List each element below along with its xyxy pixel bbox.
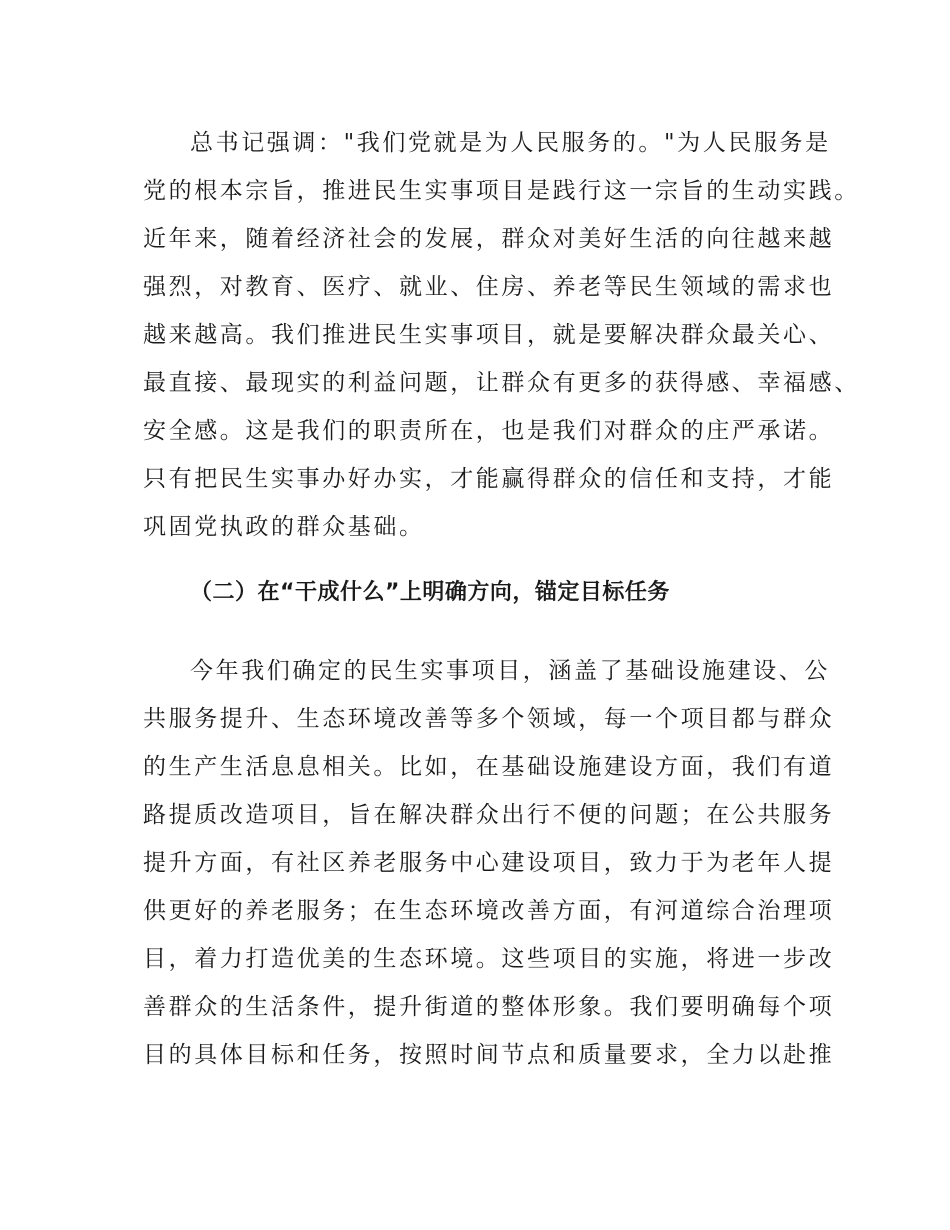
- paragraph-line: 越来越高。我们推进民生实事项目，就是要解决群众最关心、: [143, 322, 835, 348]
- paragraph-line: 目的具体目标和任务，按照时间节点和质量要求，全力以赴推: [143, 1042, 835, 1068]
- paragraph-line: 提升方面，有社区养老服务中心建设项目，致力于为老年人提: [143, 850, 835, 876]
- paragraph-line: 今年我们确定的民生实事项目，涵盖了基础设施建设、公: [190, 658, 830, 684]
- section-heading: （二）在“干成什么”上明确方向，锚定目标任务: [190, 580, 670, 605]
- paragraph-line: 善群众的生活条件，提升街道的整体形象。我们要明确每个项: [143, 994, 835, 1020]
- paragraph-line: 最直接、最现实的利益问题，让群众有更多的获得感、幸福感、: [143, 370, 860, 396]
- paragraph-line: 党的根本宗旨，推进民生实事项目是践行这一宗旨的生动实践。: [143, 178, 860, 204]
- paragraph-line: 安全感。这是我们的职责所在，也是我们对群众的庄严承诺。: [143, 418, 835, 444]
- paragraph-line: 总书记强调："我们党就是为人民服务的。"为人民服务是: [190, 130, 831, 156]
- paragraph-line: 只有把民生实事办好办实，才能赢得群众的信任和支持，才能: [143, 466, 835, 492]
- paragraph-line: 共服务提升、生态环境改善等多个领域，每一个项目都与群众: [143, 706, 835, 732]
- paragraph-line: 强烈，对教育、医疗、就业、住房、养老等民生领域的需求也: [143, 274, 835, 300]
- paragraph-line: 供更好的养老服务；在生态环境改善方面，有河道综合治理项: [143, 898, 835, 924]
- paragraph-line: 近年来，随着经济社会的发展，群众对美好生活的向往越来越: [143, 226, 835, 252]
- paragraph-line: 目，着力打造优美的生态环境。这些项目的实施，将进一步改: [143, 946, 835, 972]
- paragraph-line: 的生产生活息息相关。比如，在基础设施建设方面，我们有道: [143, 754, 835, 780]
- paragraph-line: 巩固党执政的群众基础。: [143, 514, 425, 540]
- paragraph-line: 路提质改造项目，旨在解决群众出行不便的问题；在公共服务: [143, 802, 835, 828]
